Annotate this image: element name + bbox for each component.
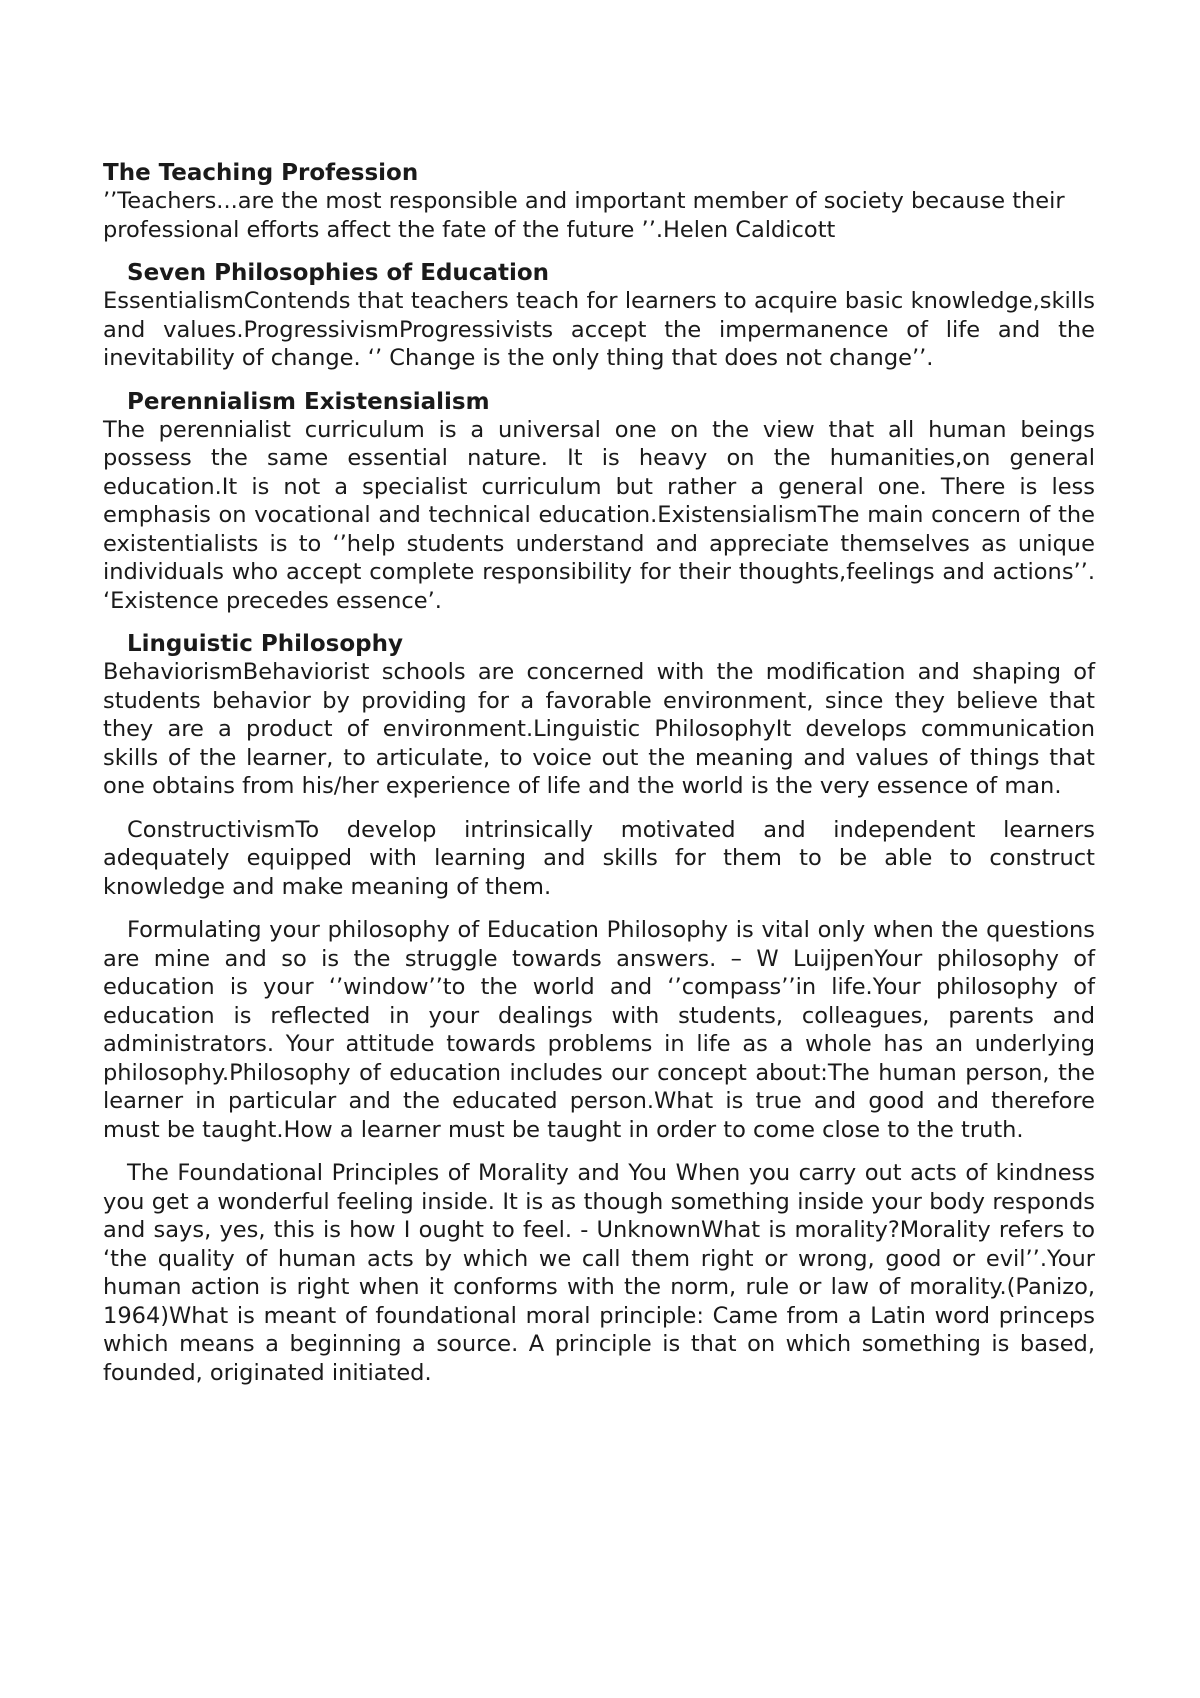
section-body-perennialism: The perennialist curriculum is a universal one on the view that all human beings possess the same essential nature. It is heavy on the humanities,on general education.It is not a specialist curriculum but rather a general one. There is less emphasis on vocational and technical education.ExistensialismThe main concern of the existentialists is to ‘’help students understand and appreciate themselves as unique individuals who accept complete responsibility for their thoughts,feelings and actions’’. ‘Existence precedes essence’. (103, 416, 1095, 614)
section-heading-perennialism: Perennialism Existensialism (127, 388, 490, 415)
opening-quote: ’’Teachers...are the most responsible and important member of society because their professional efforts affect the fate of the future ’’.Helen Caldicott (103, 188, 1065, 243)
section-heading-seven-philosophies: Seven Philosophies of Education (127, 260, 550, 286)
document-page (103, 159, 1095, 1387)
section-heading-linguistic: Linguistic Philosophy (127, 631, 403, 657)
paragraph-formulating-philosophy: Formulating your philosophy of Education Philosophy is vital only when the questions are mine and so is the struggle towards answers. – W LuijpenYour philosophy of education is your ‘’window’’to the world and ‘’compass’’in life.Your philosophy of education is reflected in your dealings with students, colleagues, parents and administrators. Your attitude towards problems in life as a whole has an underlying philosophy.Philosophy of education includes our concept about:The human person, the learner in particular and the educated person.What is true and good and therefore must be taught.How a learner must be taught in order to come close to the truth. (103, 917, 1095, 1143)
document-title: The Teaching Profession (103, 160, 419, 186)
paragraph-morality: The Foundational Principles of Morality and You When you carry out acts of kindness you get a wonderful feeling inside. It is as though something inside your body responds and says, yes, this is how I ought to feel. - UnknownWhat is morality?Morality refers to ‘the quality of human acts by which we call them right or wrong, good or evil’’.Your human action is right when it conforms with the norm, rule or law of morality.(Panizo, 1964)What is meant of foundational moral principle: Came from a Latin word princeps which means a beginning a source. A principle is that on which something is based, founded, originated initiated. (103, 1160, 1095, 1386)
section-body-linguistic: BehaviorismBehaviorist schools are concerned with the modification and shaping of students behavior by providing for a favorable environment, since they believe that they are a product of environment.Linguistic PhilosophyIt develops communication skills of the learner, to articulate, to voice out the meaning and values of things that one obtains from his/her experience of life and the world is the very essence of man. (103, 659, 1095, 799)
paragraph-constructivism: ConstructivismTo develop intrinsically motivated and independent learners adequately equipped with learning and skills for them to be able to construct knowledge and make meaning of them. (103, 816, 1095, 900)
section-body-seven-philosophies: EssentialismContends that teachers teach for learners to acquire basic knowledge,skills and values.ProgressivismProgressivists accept the impermanence of life and the inevitability of change. ‘’ Change is the only thing that does not change’’. (103, 288, 1095, 371)
